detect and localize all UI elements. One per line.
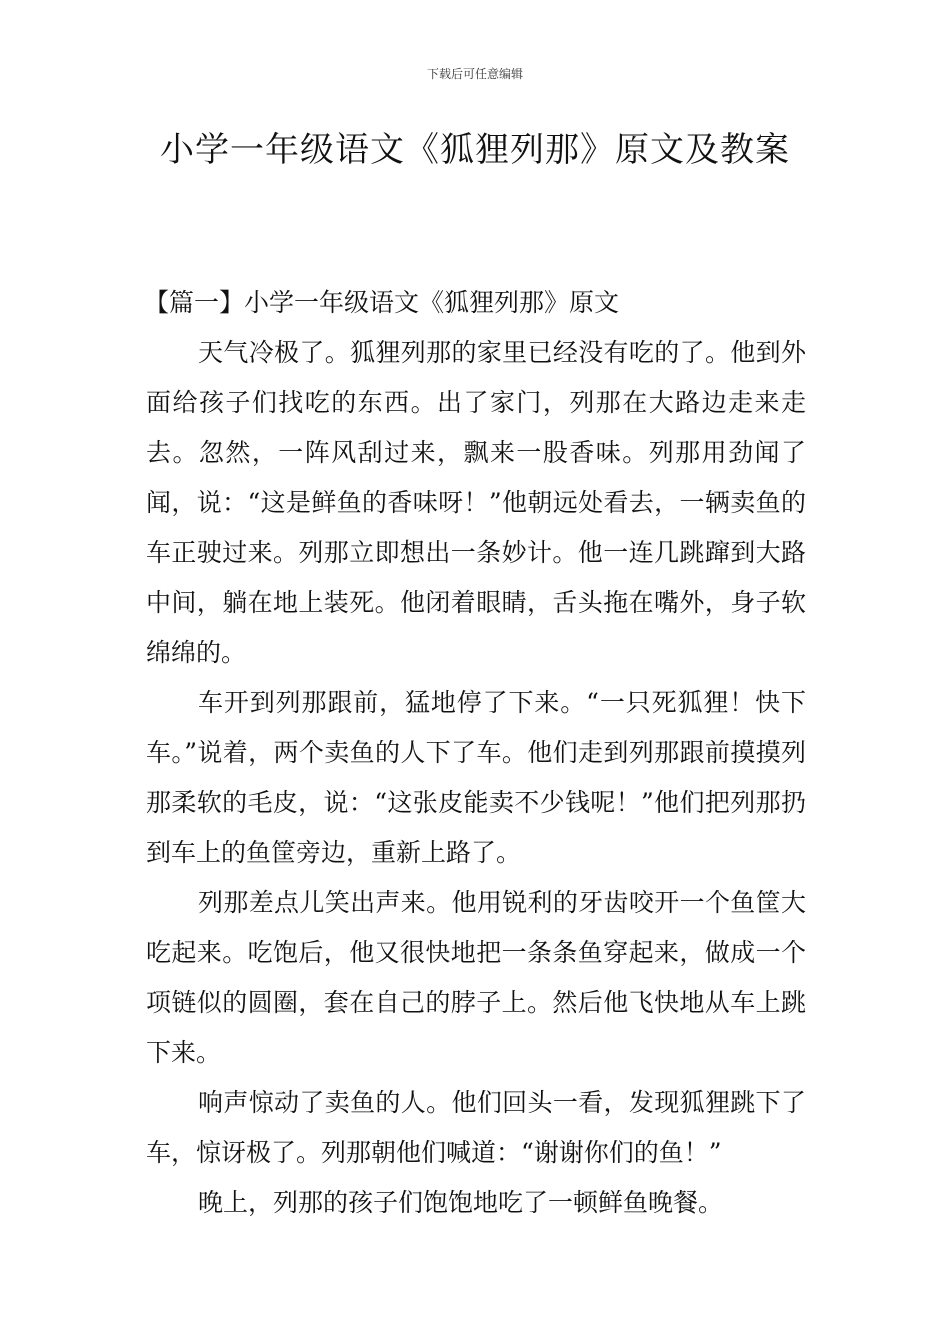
document-body	[146, 278, 806, 1228]
section-heading: 【篇一】小学一年级语文《狐狸列那》原文	[144, 288, 620, 317]
paragraph-3: 列那差点儿笑出声来。他用锐利的牙齿咬开一个鱼筐大吃起来。吃饱后，他又很快地把一条条鱼穿起来，做成一个项链似的圆圈，套在自己的脖子上。然后他飞快地从车上跳下来。	[146, 888, 806, 1067]
document-title: 小学一年级语文《狐狸列那》原文及教案	[160, 130, 790, 170]
paragraph-5: 晚上，列那的孩子们饱饱地吃了一顿鲜鱼晚餐。	[198, 1188, 724, 1217]
paragraph-1: 天气冷极了。狐狸列那的家里已经没有吃的了。他到外面给孩子们找吃的东西。出了家门，列那在大路边走来走去。忽然，一阵风刮过来，飘来一股香味。列那用劲闻了闻，说：“这是鲜鱼的香味呀！”他朝远处看去，一辆卖鱼的车正驶过来。列那立即想出一条妙计。他一连几跳蹿到大路中间，躺在地上装死。他闭着眼睛，舌头拖在嘴外，身子软绵绵的。	[146, 338, 806, 667]
paragraph-2: 车开到列那跟前，猛地停了下来。“一只死狐狸！快下车。”说着，两个卖鱼的人下了车。他们走到列那跟前摸摸列那柔软的毛皮，说：“这张皮能卖不少钱呢！”他们把列那扔到车上的鱼筐旁边，重新上路了。	[146, 688, 806, 867]
paragraph-4: 响声惊动了卖鱼的人。他们回头一看，发现狐狸跳下了车，惊讶极了。列那朝他们喊道：“谢谢你们的鱼！”	[146, 1088, 806, 1167]
header-note: 下载后可任意编辑	[426, 67, 523, 81]
